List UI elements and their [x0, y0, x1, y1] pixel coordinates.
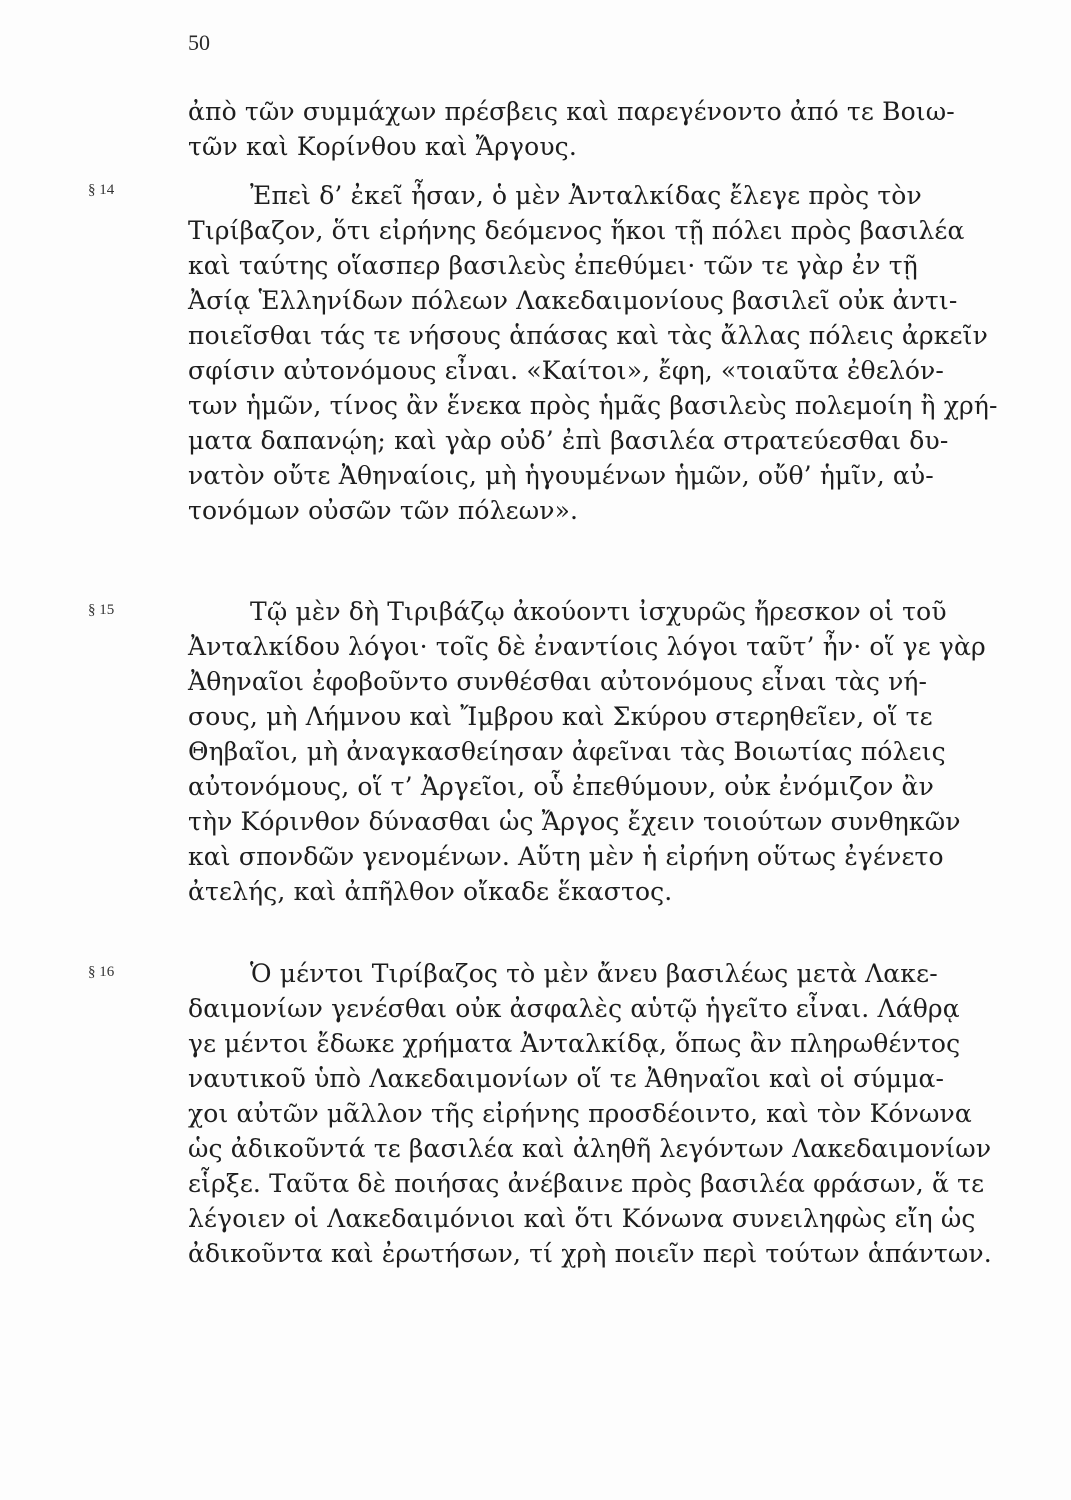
text-line: ποιεῖσθαι τάς τε νήσους ἁπάσας καὶ τὰς ἄλλας πόλεις ἀρκεῖν	[188, 321, 988, 350]
page-number: 50	[188, 30, 210, 55]
text-line: των ἡμῶν, τίνος ἂν ἕνεκα πρὸς ἡμᾶς βασιλεὺς πολεμοίη ἢ χρή-	[188, 391, 998, 420]
text-line: καὶ σπονδῶν γενομένων. Αὕτη μὲν ἡ εἰρήνη οὕτως ἐγένετο	[188, 842, 944, 871]
text-line: χοι αὐτῶν μᾶλλον τῆς εἰρήνης προσδέοιντο, καὶ τὸν Κόνωνα	[188, 1099, 972, 1128]
text-line: Ὁ μέντοι Τιρίβαζος τὸ μὲν ἄνευ βασιλέως μετὰ Λακε-	[250, 959, 938, 988]
text-line: δαιμονίων γενέσθαι οὐκ ἀσφαλὲς αὑτῷ ἡγεῖτο εἶναι. Λάθρᾳ	[188, 994, 960, 1023]
text-line: σφίσιν αὐτονόμους εἶναι. «Καίτοι», ἔφη, «τοιαῦτα ἐθελόν-	[188, 356, 944, 385]
text-line: Τιρίβαζον, ὅτι εἰρήνης δεόμενος ἥκοι τῇ πόλει πρὸς βασιλέα	[188, 216, 965, 245]
text-line: ὡς ἀδικοῦντά τε βασιλέα καὶ ἀληθῆ λεγόντων Λακεδαιμονίων	[188, 1134, 992, 1163]
text-line: νατὸν οὔτε Ἀθηναίοις, μὴ ἡγουμένων ἡμῶν, οὔθ’ ἡμῖν, αὐ-	[188, 461, 934, 490]
text-line: Ἀθηναῖοι ἐφοβοῦντο συνθέσθαι αὐτονόμους εἶναι τὰς νή-	[188, 667, 928, 696]
text-line: τῶν καὶ Κορίνθου καὶ Ἄργους.	[188, 132, 577, 161]
text-line: ἀπὸ τῶν συμμάχων πρέσβεις καὶ παρεγένοντο ἀπό τε Βοιω-	[188, 97, 955, 126]
text-line: τὴν Κόρινθον δύνασθαι ὡς Ἄργος ἔχειν τοιούτων συνθηκῶν	[188, 807, 961, 836]
section-marker-15: § 15	[88, 602, 115, 618]
text-line: ναυτικοῦ ὑπὸ Λακεδαιμονίων οἵ τε Ἀθηναῖοι καὶ οἱ σύμμα-	[188, 1064, 945, 1093]
text-line: λέγοιεν οἱ Λακεδαιμόνιοι καὶ ὅτι Κόνωνα συνειληφὼς εἴη ὡς	[188, 1204, 976, 1233]
text-line: ματα δαπανῴη; καὶ γὰρ οὐδ’ ἐπὶ βασιλέα στρατεύεσθαι δυ-	[188, 426, 949, 455]
text-line: Ἐπεὶ δ’ ἐκεῖ ἦσαν, ὁ μὲν Ἀνταλκίδας ἔλεγε πρὸς τὸν	[250, 181, 922, 210]
text-line: γε μέντοι ἔδωκε χρήματα Ἀνταλκίδᾳ, ὅπως ἂν πληρωθέντος	[188, 1029, 961, 1058]
text-line: σους, μὴ Λήμνου καὶ Ἴμβρου καὶ Σκύρου στερηθεῖεν, οἵ τε	[188, 702, 933, 731]
section-marker-16: § 16	[88, 964, 115, 980]
text-line: εἷρξε. Ταῦτα δὲ ποιήσας ἀνέβαινε πρὸς βασιλέα φράσων, ἅ τε	[188, 1169, 985, 1198]
text-line: καὶ ταύτης οἵασπερ βασιλεὺς ἐπεθύμει· τῶν τε γὰρ ἐν τῇ	[188, 251, 918, 280]
text-line: τονόμων οὐσῶν τῶν πόλεων».	[188, 496, 579, 525]
text-line: Τῷ μὲν δὴ Τιριβάζῳ ἀκούοντι ἰσχυρῶς ἤρεσκον οἱ τοῦ	[250, 597, 947, 626]
text-line: αὐτονόμους, οἵ τ’ Ἀργεῖοι, οὗ ἐπεθύμουν, οὐκ ἐνόμιζον ἂν	[188, 772, 934, 801]
text-line: Ἀσίᾳ Ἑλληνίδων πόλεων Λακεδαιμονίους βασιλεῖ οὐκ ἀντι-	[188, 286, 958, 315]
text-line: ἀδικοῦντα καὶ ἐρωτήσων, τί χρὴ ποιεῖν περὶ τούτων ἁπάντων.	[188, 1239, 992, 1268]
section-marker-14: § 14	[88, 182, 115, 198]
text-line: Ἀνταλκίδου λόγοι· τοῖς δὲ ἐναντίοις λόγοι ταῦτ’ ἦν· οἵ γε γὰρ	[188, 632, 986, 661]
text-line: Θηβαῖοι, μὴ ἀναγκασθείησαν ἀφεῖναι τὰς Βοιωτίας πόλεις	[188, 737, 946, 766]
text-line: ἀτελής, καὶ ἀπῆλθον οἴκαδε ἕκαστος.	[188, 877, 673, 906]
